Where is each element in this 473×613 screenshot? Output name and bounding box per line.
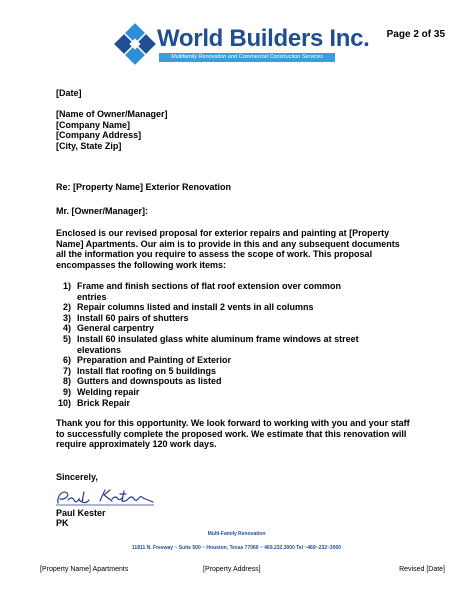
recipient-line: [Company Name] [56, 119, 131, 130]
salutation: Mr. [Owner/Manager]: [56, 206, 149, 216]
letter-date: [Date] [56, 88, 82, 98]
recipient-line: [City, State Zip] [56, 140, 122, 151]
handwritten-signature [54, 486, 158, 510]
page-number: Page 2 of 35 [386, 29, 445, 40]
list-item: 6) Preparation and Painting of Exterior [62, 355, 232, 366]
recipient-block [56, 109, 168, 151]
signer-name: Paul Kester [56, 508, 106, 518]
list-item: 7) Install flat roofing on 5 buildings [62, 365, 216, 376]
recipient-line: [Name of Owner/Manager] [56, 109, 168, 119]
list-item: 9) Welding repair [62, 386, 140, 397]
footer-property-address: [Property Address] [203, 566, 261, 573]
footer-property-name: [Property Name] Apartments [40, 566, 129, 573]
company-footer-address: 11811 N. Freeway ~ Suite 500 ~ Houston, Texas 77060 ~ 469.232.3000 Tel ~469~232~3000 [131, 545, 342, 551]
list-item: 8) Gutters and downspouts as listed [62, 376, 222, 387]
list-item: 3) Install 60 pairs of shutters [62, 312, 189, 323]
sign-off: Sincerely, [56, 472, 98, 482]
list-item: 1) Frame and finish sections of flat roof extension over common entries [62, 281, 342, 302]
list-item: 4) General carpentry [62, 323, 155, 334]
intro-paragraph: Enclosed is our revised proposal for exterior repairs and painting at [Property Name] Apartments. Our aim is to provide in this and any subsequent documents all the information you require to assess the scope of work. This proposal encompasses the following work items: [56, 228, 400, 270]
recipient-line: [Company Address] [56, 130, 142, 141]
company-logo [113, 22, 370, 66]
list-item: 10) Brick Repair [57, 397, 131, 408]
re-line: Re: [Property Name] Exterior Renovation [56, 182, 232, 192]
list-item: 5) Install 60 insulated glass white aluminum frame windows at street elevations [62, 333, 359, 355]
company-footer-title: Multi-Family Renovation [207, 531, 266, 537]
footer-revised-date: Revised [Date] [399, 566, 445, 573]
logo-tagline: Multifamily Renovation and Commercial Construction Services [159, 53, 335, 62]
logo-mark-icon [113, 22, 157, 66]
work-items-list [56, 281, 367, 408]
signer-initials: PK [56, 518, 69, 528]
closing-paragraph: Thank you for this opportunity. We look forward to working with you and your staff to successfully complete the proposed work. We estimate that this renovation will require approximately 120 work days. [56, 418, 410, 450]
logo-name: World Builders Inc. [157, 25, 370, 52]
list-item: 2) Repair columns listed and install 2 vents in all columns [62, 302, 314, 313]
